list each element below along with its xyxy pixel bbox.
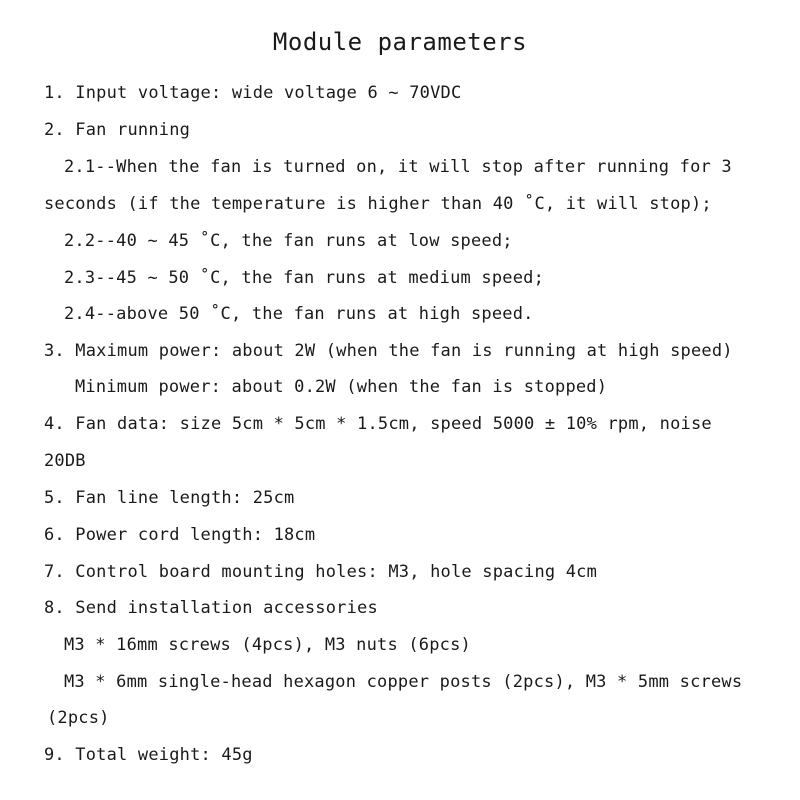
param-accessories-posts-cont: (2pcs) (47, 708, 110, 728)
param-minimum-power: Minimum power: about 0.2W (when the fan is stopped) (75, 377, 608, 397)
param-fan-running-2-4: 2.4--above 50 ˚C, the fan runs at high speed. (64, 304, 534, 324)
param-fan-running-2-1: 2.1--When the fan is turned on, it will stop after running for 3 (64, 157, 732, 177)
param-total-weight: 9. Total weight: 45g (44, 745, 253, 765)
param-fan-line-length: 5. Fan line length: 25cm (44, 488, 295, 508)
param-accessories-posts: M3 * 6mm single-head hexagon copper posts (2pcs), M3 * 5mm screws (64, 672, 743, 692)
param-accessories-screws-nuts: M3 * 16mm screws (4pcs), M3 nuts (6pcs) (64, 635, 471, 655)
param-fan-running-2-2: 2.2--40 ~ 45 ˚C, the fan runs at low speed; (64, 231, 513, 251)
param-input-voltage: 1. Input voltage: wide voltage 6 ~ 70VDC (44, 83, 462, 103)
param-maximum-power: 3. Maximum power: about 2W (when the fan is running at high speed) (44, 341, 733, 361)
param-fan-running-2-3: 2.3--45 ~ 50 ˚C, the fan runs at medium speed; (64, 268, 545, 288)
param-fan-data: 4. Fan data: size 5cm * 5cm * 1.5cm, speed 5000 ± 10% rpm, noise (44, 414, 712, 434)
param-fan-running-2-1-cont: seconds (if the temperature is higher than 40 ˚C, it will stop); (44, 194, 712, 214)
page-title: Module parameters (272, 28, 528, 56)
param-mounting-holes: 7. Control board mounting holes: M3, hole spacing 4cm (44, 562, 598, 582)
param-fan-data-cont: 20DB (44, 451, 86, 471)
param-fan-running: 2. Fan running (44, 120, 191, 140)
param-accessories: 8. Send installation accessories (44, 598, 378, 618)
param-power-cord-length: 6. Power cord length: 18cm (44, 525, 316, 545)
